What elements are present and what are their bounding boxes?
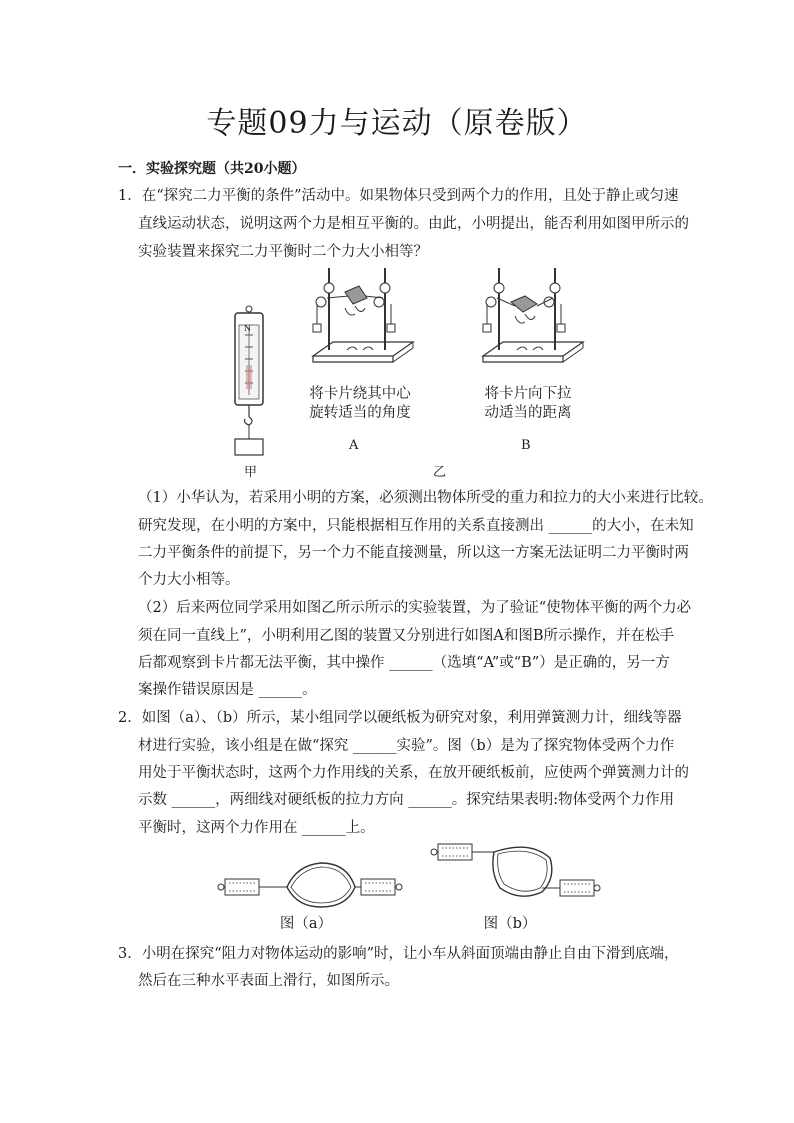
caption-a-line2: 旋转适当的角度	[309, 405, 411, 421]
q1-sub-line: 研究发现，在小明的方案中，只能根据相互作用的关系直接测出 ______的大小，在未知	[138, 518, 694, 534]
figure-2a-illustration	[215, 855, 405, 910]
q1-line: 1．在“探究二力平衡的条件”活动中。如果物体只受到两个力的作用，且处于静止或匀速	[118, 188, 679, 204]
section-heading: 一．实验探究题（共20小题）	[118, 161, 306, 177]
caption-figure-b: 图（b）	[483, 916, 537, 932]
q3-line: 3．小明在探究“阻力对物体运动的影响”时，让小车从斜面顶端由静止自由下滑到底端，	[118, 946, 679, 962]
q2-line: 2．如图（a）、（b）所示，某小组同学以硬纸板为研究对象，利用弹簧测力计，细线等器	[118, 710, 682, 726]
q2-line: 平衡时，这两个力作用在 ______上。	[138, 820, 375, 836]
label-jia: 甲	[244, 465, 258, 480]
q3-line: 然后在三种水平表面上滑行，如图所示。	[138, 973, 399, 989]
scale-unit-label: N	[244, 324, 251, 333]
figure-2b-illustration	[430, 838, 600, 908]
label-yi: 乙	[433, 465, 447, 480]
q1-sub-line: 案操作错误原因是 ______。	[138, 682, 317, 698]
q1-sub-line: （2）后来两位同学采用如图乙所示所示的实验装置，为了验证“使物体平衡的两个力必	[138, 600, 692, 616]
q2-line: 材进行实验，该小组是在做“探究 ______实验”。图（b）是为了探究物体受两个力作	[138, 738, 675, 754]
q1-sub-line: 须在同一直线上”，小明利用乙图的装置又分别进行如图A和图B所示操作，并在松手	[138, 628, 675, 644]
apparatus-a-illustration	[305, 262, 415, 372]
caption-figure-a: 图（a）	[279, 916, 333, 932]
apparatus-b-illustration	[475, 262, 585, 372]
label-a: A	[349, 438, 359, 453]
q1-sub-line: 个力大小相等。	[138, 572, 240, 588]
q1-sub-line: 二力平衡条件的前提下，另一个力不能直接测量，所以这一方案无法证明二力平衡时两	[138, 545, 689, 561]
label-b: B	[521, 438, 531, 453]
q2-line: 示数 ______，两细线对硬纸板的拉力方向 ______。探究结果表明:物体受两个力作用	[138, 792, 675, 808]
q1-sub-line: （1）小华认为，若采用小明的方案，必须测出物体所受的重力和拉力的大小来进行比较。	[138, 490, 713, 506]
caption-b-line2: 动适当的距离	[484, 405, 572, 421]
caption-a-line1: 将卡片绕其中心	[309, 386, 411, 402]
q1-line: 直线运动状态，说明这两个力是相互平衡的。由此，小明提出，能否利用如图甲所示的	[138, 216, 689, 232]
q1-sub-line: 后都观察到卡片都无法平衡，其中操作 ______（选填“A”或“B”）是正确的，另一方	[138, 655, 670, 671]
caption-b-line1: 将卡片向下拉	[484, 386, 572, 402]
q1-line: 实验装置来探究二力平衡时二个力大小相等？	[138, 244, 428, 260]
q2-line: 用处于平衡状态时，这两个力作用线的关系，在放开硬纸板前，应使两个弹簧测力计的	[138, 765, 689, 781]
page-title: 专题09力与运动（原卷版）	[206, 106, 588, 141]
